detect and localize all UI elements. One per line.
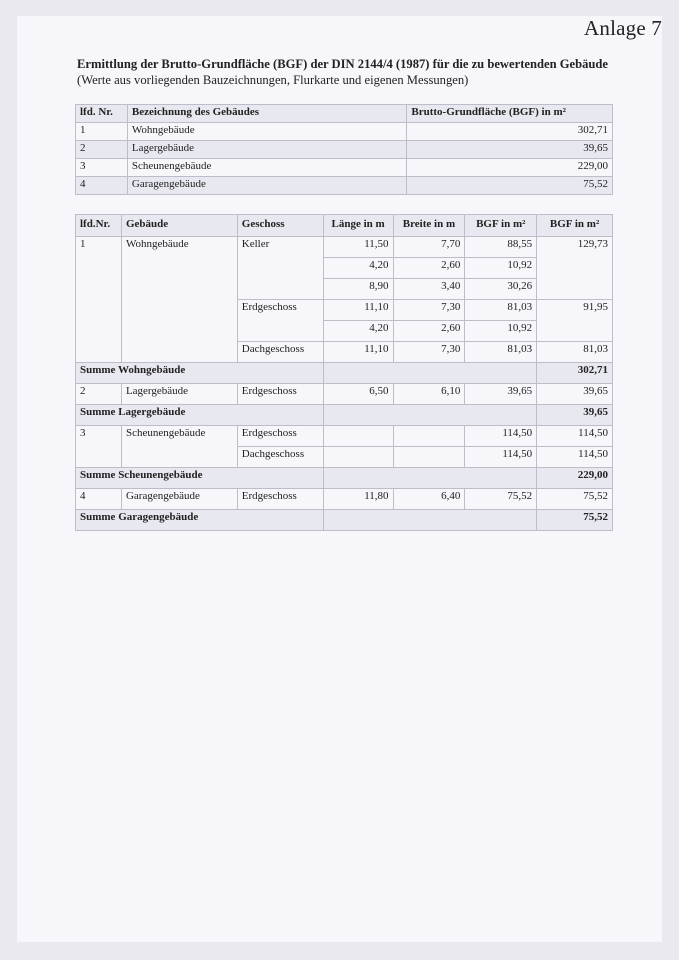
row-nr: 1: [76, 123, 128, 141]
row-bgf: 302,71: [407, 123, 613, 141]
row-bgf-total: 81,03: [537, 342, 613, 363]
row-bgf: 75,52: [465, 489, 537, 510]
sum-spacer: [323, 405, 536, 426]
row-floor: Erdgeschoss: [237, 426, 323, 447]
row-bgf: 30,26: [465, 279, 537, 300]
sum-row: [76, 510, 613, 531]
header-building: Gebäude: [121, 215, 237, 237]
row-floor: Keller: [237, 237, 323, 300]
row-length: 11,50: [323, 237, 393, 258]
table-row: [76, 159, 613, 177]
detail-header-row: [76, 215, 613, 237]
row-nr: 2: [76, 384, 122, 405]
heading-note: (Werte aus vorliegenden Bauzeichnungen, Flurkarte und eigenen Messungen): [77, 73, 469, 87]
header-nr: lfd.Nr.: [76, 215, 122, 237]
sum-spacer: [323, 363, 536, 384]
table-row: [76, 384, 613, 405]
summary-header-row: [76, 105, 613, 123]
row-bgf: 81,03: [465, 342, 537, 363]
row-width: 2,60: [393, 258, 465, 279]
header-building: Bezeichnung des Gebäudes: [127, 105, 406, 123]
row-length: 8,90: [323, 279, 393, 300]
row-width: 3,40: [393, 279, 465, 300]
sum-value: 229,00: [537, 468, 613, 489]
document-heading: [77, 56, 617, 88]
row-width: [393, 426, 465, 447]
detail-table: [75, 214, 613, 531]
row-bgf: 114,50: [465, 426, 537, 447]
sum-value: 302,71: [537, 363, 613, 384]
document-page: [17, 16, 662, 942]
sum-row: [76, 468, 613, 489]
table-row: [76, 177, 613, 195]
row-building: Scheunengebäude: [121, 426, 237, 468]
row-nr: 3: [76, 426, 122, 468]
row-length: [323, 447, 393, 468]
row-bgf: 10,92: [465, 321, 537, 342]
row-width: 7,30: [393, 342, 465, 363]
table-row: [76, 426, 613, 447]
row-name: Lagergebäude: [127, 141, 406, 159]
row-floor: Dachgeschoss: [237, 447, 323, 468]
table-row: [76, 237, 613, 258]
row-bgf: 75,52: [407, 177, 613, 195]
row-name: Wohngebäude: [127, 123, 406, 141]
row-floor: Erdgeschoss: [237, 489, 323, 510]
row-width: 6,10: [393, 384, 465, 405]
header-nr: lfd. Nr.: [76, 105, 128, 123]
row-width: 2,60: [393, 321, 465, 342]
sum-spacer: [323, 510, 536, 531]
heading-title: Ermittlung der Brutto-Grundfläche (BGF) der DIN 2144/4 (1987) für die zu bewertenden Gebäude: [77, 57, 609, 71]
row-nr: 2: [76, 141, 128, 159]
row-bgf: 39,65: [407, 141, 613, 159]
row-length: 4,20: [323, 258, 393, 279]
row-length: 11,10: [323, 300, 393, 321]
header-length: Länge in m: [323, 215, 393, 237]
header-floor: Geschoss: [237, 215, 323, 237]
row-width: 7,70: [393, 237, 465, 258]
summary-table: [75, 104, 613, 195]
row-nr: 3: [76, 159, 128, 177]
sum-label: Summe Scheunengebäude: [76, 468, 324, 489]
header-bgf-total: BGF in m²: [537, 215, 613, 237]
row-name: Garagengebäude: [127, 177, 406, 195]
row-width: 7,30: [393, 300, 465, 321]
row-bgf: 114,50: [465, 447, 537, 468]
row-floor: Erdgeschoss: [237, 384, 323, 405]
row-bgf: 10,92: [465, 258, 537, 279]
row-bgf: 39,65: [465, 384, 537, 405]
table-row: [76, 141, 613, 159]
table-row: [76, 489, 613, 510]
sum-value: 39,65: [537, 405, 613, 426]
row-bgf-total: 114,50: [537, 426, 613, 447]
header-bgf: Brutto-Grundfläche (BGF) in m²: [407, 105, 613, 123]
row-name: Scheunengebäude: [127, 159, 406, 177]
sum-label: Summe Lagergebäude: [76, 405, 324, 426]
row-building: Wohngebäude: [121, 237, 237, 363]
row-floor: Erdgeschoss: [237, 300, 323, 342]
row-length: 6,50: [323, 384, 393, 405]
header-bgf: BGF in m²: [465, 215, 537, 237]
row-bgf: 81,03: [465, 300, 537, 321]
sum-row: [76, 363, 613, 384]
row-building: Lagergebäude: [121, 384, 237, 405]
row-nr: 4: [76, 489, 122, 510]
row-length: [323, 426, 393, 447]
row-nr: 1: [76, 237, 122, 363]
sum-row: [76, 405, 613, 426]
row-bgf-total: 129,73: [537, 237, 613, 300]
row-length: 4,20: [323, 321, 393, 342]
row-width: 6,40: [393, 489, 465, 510]
table-row: [76, 123, 613, 141]
row-bgf: 88,55: [465, 237, 537, 258]
row-bgf: 229,00: [407, 159, 613, 177]
row-bgf-total: 114,50: [537, 447, 613, 468]
row-length: 11,80: [323, 489, 393, 510]
row-floor: Dachgeschoss: [237, 342, 323, 363]
row-nr: 4: [76, 177, 128, 195]
sum-label: Summe Wohngebäude: [76, 363, 324, 384]
row-length: 11,10: [323, 342, 393, 363]
row-bgf-total: 91,95: [537, 300, 613, 342]
row-bgf-total: 39,65: [537, 384, 613, 405]
sum-spacer: [323, 468, 536, 489]
sum-value: 75,52: [537, 510, 613, 531]
annex-label: Anlage 7: [584, 16, 662, 40]
sum-label: Summe Garagengebäude: [76, 510, 324, 531]
row-width: [393, 447, 465, 468]
header-width: Breite in m: [393, 215, 465, 237]
row-building: Garagengebäude: [121, 489, 237, 510]
row-bgf-total: 75,52: [537, 489, 613, 510]
